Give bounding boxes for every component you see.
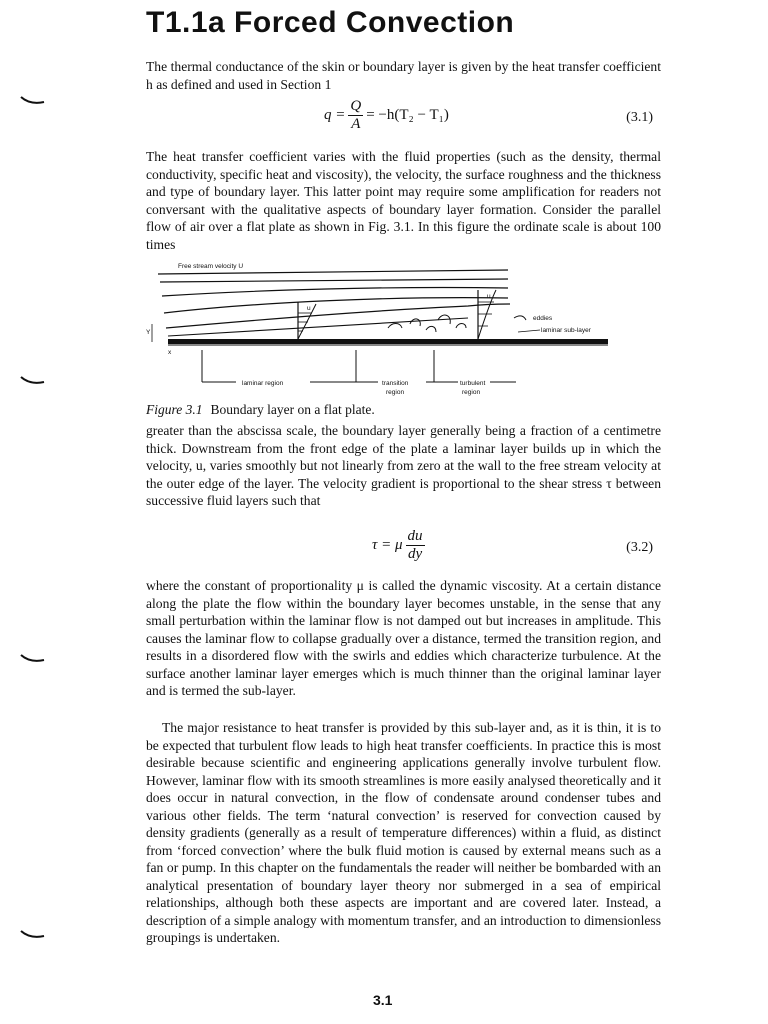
equation-numerator: Q	[350, 98, 362, 114]
properties-paragraph: The heat transfer coefficient varies with the fluid properties (such as the density, thermal conductivity, specific heat and viscosity), the velocity, the surface roughness and the thickness and type of boundary layer. This latter point may require some amplification for readers not conversant with the qualitative aspects of boundary layer formation. Consider the parallel flow of air over a flat plate as shown in Fig. 3.1. In this figure the ordinate scale is about 100 times	[146, 149, 661, 252]
eddies-swirls	[514, 316, 526, 320]
transition-region-label-line-2: region	[386, 389, 405, 396]
intro-paragraph: The thermal conductance of the skin or boundary layer is given by the heat transfer coefficient h as defined and used in Section 1	[146, 59, 661, 92]
margin-mark	[18, 928, 48, 942]
resistance-paragraph: The major resistance to heat transfer is provided by this sub-layer and, as it is thin, it is to be expected that turbulent flow leads to high heat transfer coefficients. In practice this is most desirable because scientific and engineering applications generally involve turbulent flow. However, laminar flow with its smooth streamlines is more easily analysed theoretically and it does occur in natural convection, in the flow of condensate around condenser tubes and various other fields. The term ‘natural convection’ is reserved for convection caused by density gradients (generally as a result of temperature differences) within a fluid, as distinct from ‘forced convection’ where the bulk fluid motion is caused by external means such as a fan or pump. In this chapter on the fundamentals the reader will neither be bombarded with an analytical presentation of boundary layer theory nor submerged in a sea of empirical relationships, although both these aspects are important and are covered later. Instead, a description of a simple analogy with momentum transfer, and an introduction to dimensionless groupings is undertaken.	[146, 720, 661, 945]
figure-caption	[146, 402, 375, 418]
turbulent-region-label: turbulent	[460, 380, 486, 387]
y-axis-label: Y	[146, 329, 151, 336]
streamline	[162, 287, 508, 296]
viscosity-paragraph: where the constant of proportionality μ is called the dynamic viscosity. At a certain distance along the plate the flow within the boundary layer becomes unstable, in the sense that any small perturbation within the laminar flow is not damped out but increases in amplitude. This causes the laminar flow to collapse gradually over a distance, termed the transition region, and results in a disordered flow with the swirls and eddies which characterize turbulence. At the surface another laminar layer emerges which is much thinner than the original laminar layer and is termed the sub-layer.	[146, 578, 661, 698]
eddies-swirls	[388, 315, 466, 332]
laminar-layer-paragraph: greater than the abscissa scale, the boundary layer generally being a fraction of a centimetre thick. Downstream from the front edge of the plate a laminar layer builds up in which the velocity, u, varies smoothly but not linearly from zero at the wall to the free stream velocity at the outer edge of the layer. The velocity gradient is proportional to the shear stress τ between successive fluid layers such that	[146, 423, 661, 508]
streamline	[160, 279, 508, 282]
equation-denominator: A	[351, 116, 361, 132]
equation-fraction	[406, 528, 425, 563]
sublayer-leader	[518, 330, 540, 332]
x-axis-label: x	[168, 349, 172, 356]
velocity-label: u	[307, 305, 311, 312]
equation-number: (3.2)	[626, 540, 653, 555]
equation-lhs: q =	[324, 107, 346, 123]
boundary-layer-figure	[138, 258, 638, 400]
figure-caption-text: Boundary layer on a flat plate.	[210, 402, 375, 417]
margin-mark	[18, 374, 48, 388]
transition-region-label: transition	[382, 380, 409, 387]
streamline	[168, 318, 468, 336]
margin-mark	[18, 94, 48, 108]
eddies-label: eddies	[533, 315, 553, 322]
free-stream-label: Free stream velocity U	[178, 263, 244, 270]
equation-3-1	[146, 98, 661, 142]
equation-fraction	[348, 98, 363, 133]
equation-numerator: du	[407, 528, 423, 544]
equation-number: (3.1)	[626, 110, 653, 125]
equation-denominator: dy	[407, 546, 423, 562]
equation-3-2	[146, 528, 661, 572]
flat-plate	[168, 339, 608, 344]
page-title: T1.1a Forced Convection	[146, 6, 515, 39]
velocity-label: u	[487, 293, 491, 300]
plate-hatching	[168, 344, 608, 346]
figure-caption-label: Figure 3.1	[146, 402, 203, 417]
equation-lhs: τ = μ	[372, 537, 403, 553]
streamline	[164, 298, 508, 313]
laminar-region-label: laminar region	[242, 380, 284, 387]
page-number: 3.1	[373, 992, 393, 1008]
sublayer-label: laminar sub-layer	[541, 327, 591, 334]
streamline	[158, 270, 508, 274]
margin-mark	[18, 652, 48, 666]
turbulent-region-label-line-2: region	[462, 389, 481, 396]
equation-rhs: = −h(T₂ − T₁)	[366, 107, 449, 123]
